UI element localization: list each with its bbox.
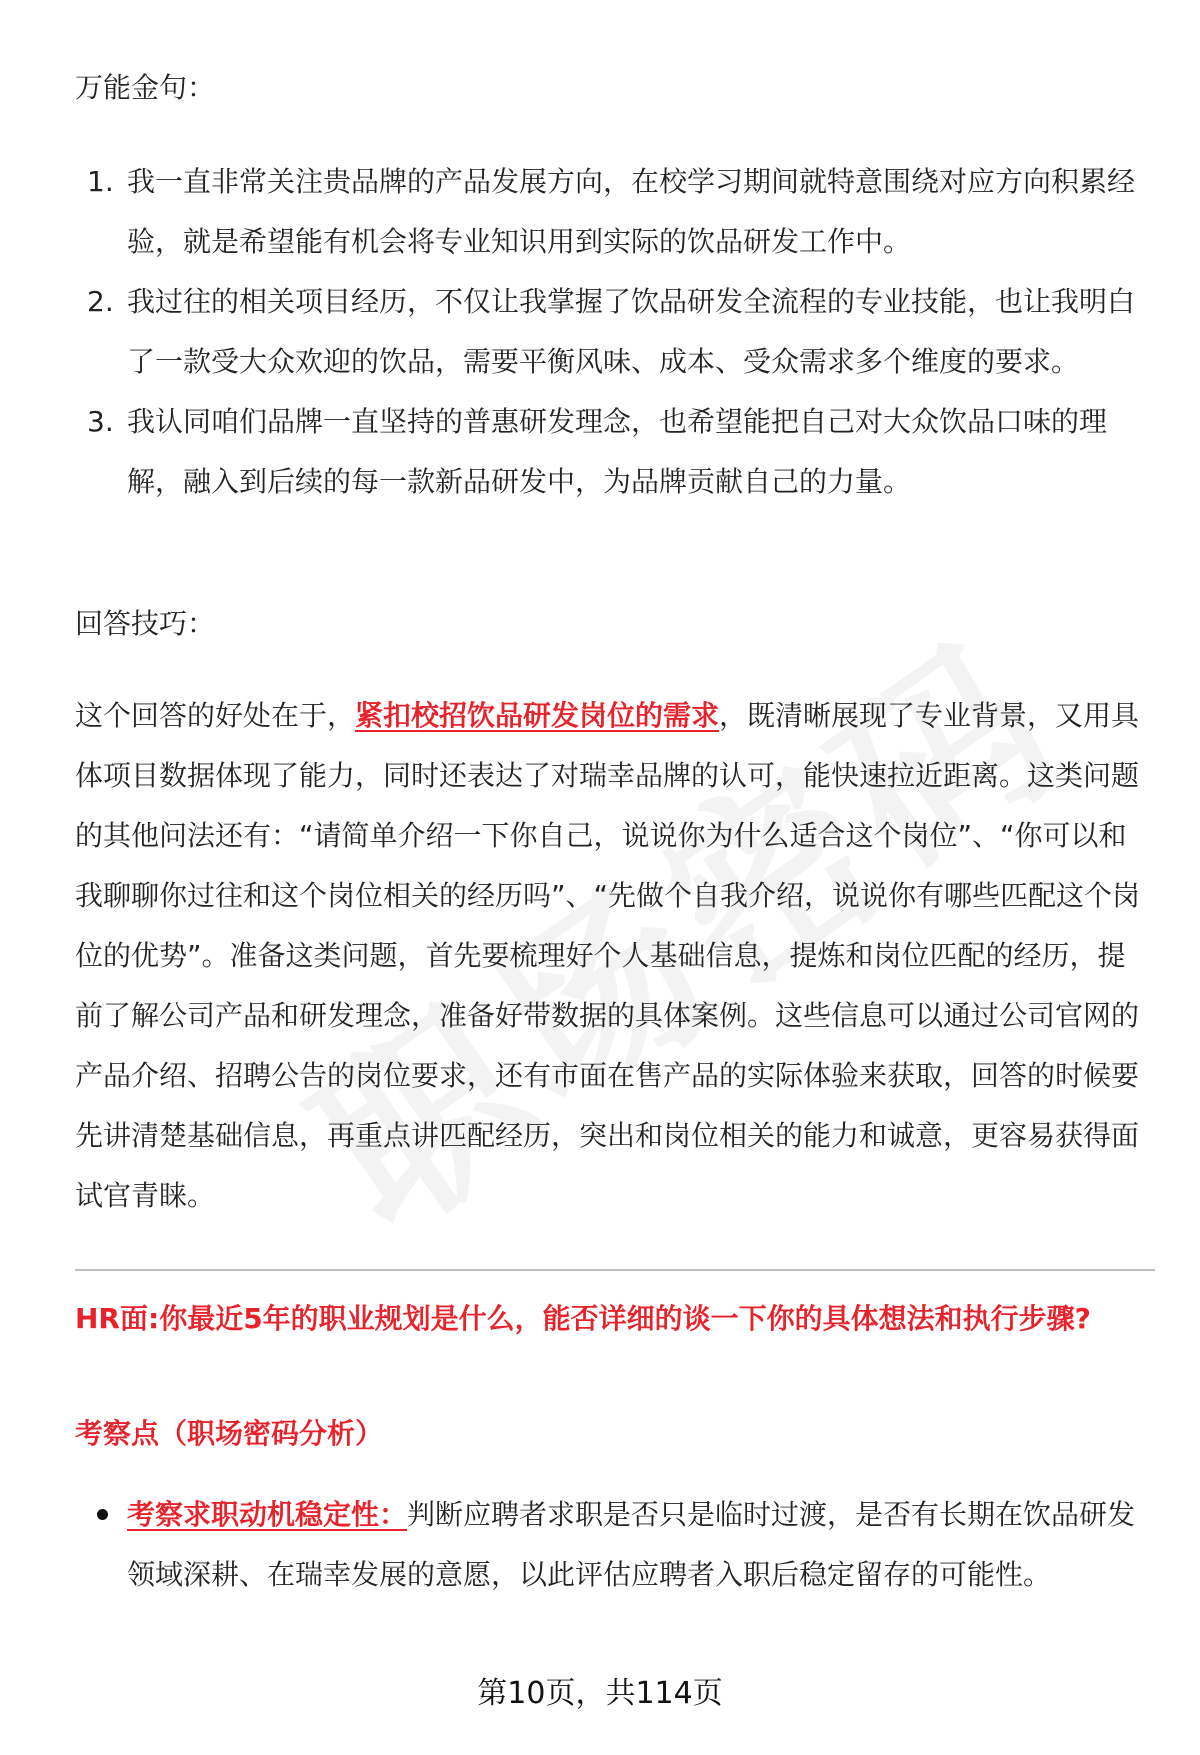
list-item-text: 我过往的相关项目经历，不仅让我掌握了饮品研发全流程的专业技能，也让我明白了一款受大众欢迎的饮品，需要平衡风味、成本、受众需求多个维度的要求。 xyxy=(127,285,1136,378)
list-item xyxy=(75,152,1145,272)
hr-question-heading: HR面:你最近5年的职业规划是什么，能否详细的谈一下你的具体想法和执行步骤? xyxy=(75,1302,1091,1335)
list-number: 1. xyxy=(87,165,114,198)
list-item-text: 我一直非常关注贵品牌的产品发展方向，在校学习期间就特意围绕对应方向积累经验，就是希望能有机会将专业知识用到实际的饮品研发工作中。 xyxy=(127,165,1136,258)
answer-tips-paragraph xyxy=(75,686,1145,1226)
list-item xyxy=(75,392,1145,512)
list-item-text: 我认同咱们品牌一直坚持的普惠研发理念，也希望能把自己对大众饮品口味的理解，融入到后续的每一款新品研发中，为品牌贡献自己的力量。 xyxy=(127,405,1108,498)
section-divider xyxy=(75,1269,1155,1271)
list-item xyxy=(75,272,1145,392)
highlighted-phrase: 紧扣校招饮品研发岗位的需求 xyxy=(355,699,720,732)
bullet-text: 判断应聘者求职是否只是临时过渡，是否有长期在饮品研发领域深耕、在瑞幸发展的意愿，以此评估应聘者入职后稳定留存的可能性。 xyxy=(127,1498,1136,1591)
section-label-answer-tips: 回答技巧： xyxy=(75,607,216,640)
paragraph-text-start: 这个回答的好处在于， xyxy=(75,699,356,732)
bullet-label: 考察求职动机稳定性： xyxy=(127,1498,408,1531)
assessment-points-heading: 考察点（职场密码分析） xyxy=(75,1417,384,1450)
list-number: 3. xyxy=(87,405,114,438)
phrases-list xyxy=(75,152,1145,512)
paragraph-text-rest: ，既清晰展现了专业背景，又用具体项目数据体现了能力，同时还表达了对瑞幸品牌的认可，能快速拉近距离。这类问题的其他问法还有：“请简单介绍一下你自己，说说你为什么适合这个岗位”、“你可以和我聊聊你过往和这个岗位相关的经历吗”、“先做个自我介绍，说说你有哪些匹配这个岗位的优势”。准备这类问题，首先要梳理好个人基础信息，提炼和岗位匹配的经历，提前了解公司产品和研发理念，准备好带数据的具体案例。这些信息可以通过公司官网的产品介绍、招聘公告的岗位要求，还有市面在售产品的实际体验来获取，回答的时候要先讲清楚基础信息，再重点讲匹配经历，突出和岗位相关的能力和诚意，更容易获得面试官青睐。 xyxy=(75,699,1141,1212)
list-item xyxy=(75,1485,1145,1605)
assessment-points-list xyxy=(75,1485,1145,1605)
page-number: 第10页，共114页 xyxy=(477,1676,723,1711)
section-label-universal-phrases: 万能金句： xyxy=(75,71,216,104)
list-number: 2. xyxy=(87,285,114,318)
bullet-icon xyxy=(97,1509,108,1520)
